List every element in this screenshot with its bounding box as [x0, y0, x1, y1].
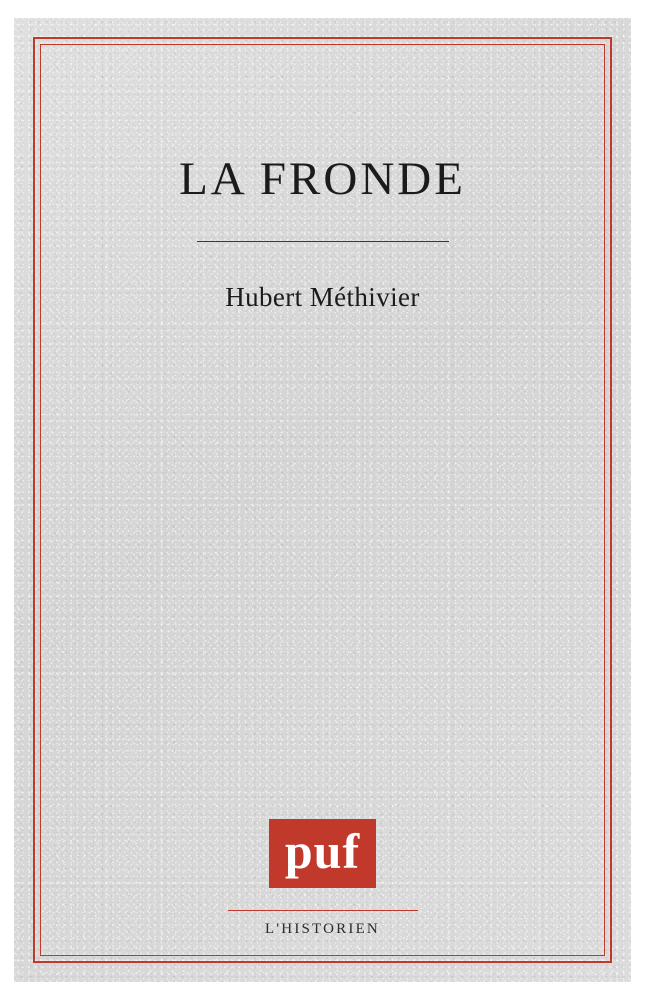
- title-block: [0, 155, 645, 313]
- page-edge-bottom: [0, 982, 645, 1000]
- publisher-block: [0, 819, 645, 938]
- publisher-logo: puf: [269, 819, 376, 888]
- book-author: Hubert Méthivier: [225, 282, 420, 313]
- page-edge-top: [0, 0, 645, 18]
- book-title: LA FRONDE: [179, 153, 466, 205]
- collection-divider: [228, 910, 418, 911]
- collection-name: L'HISTORIEN: [265, 921, 380, 937]
- title-divider: [197, 241, 449, 242]
